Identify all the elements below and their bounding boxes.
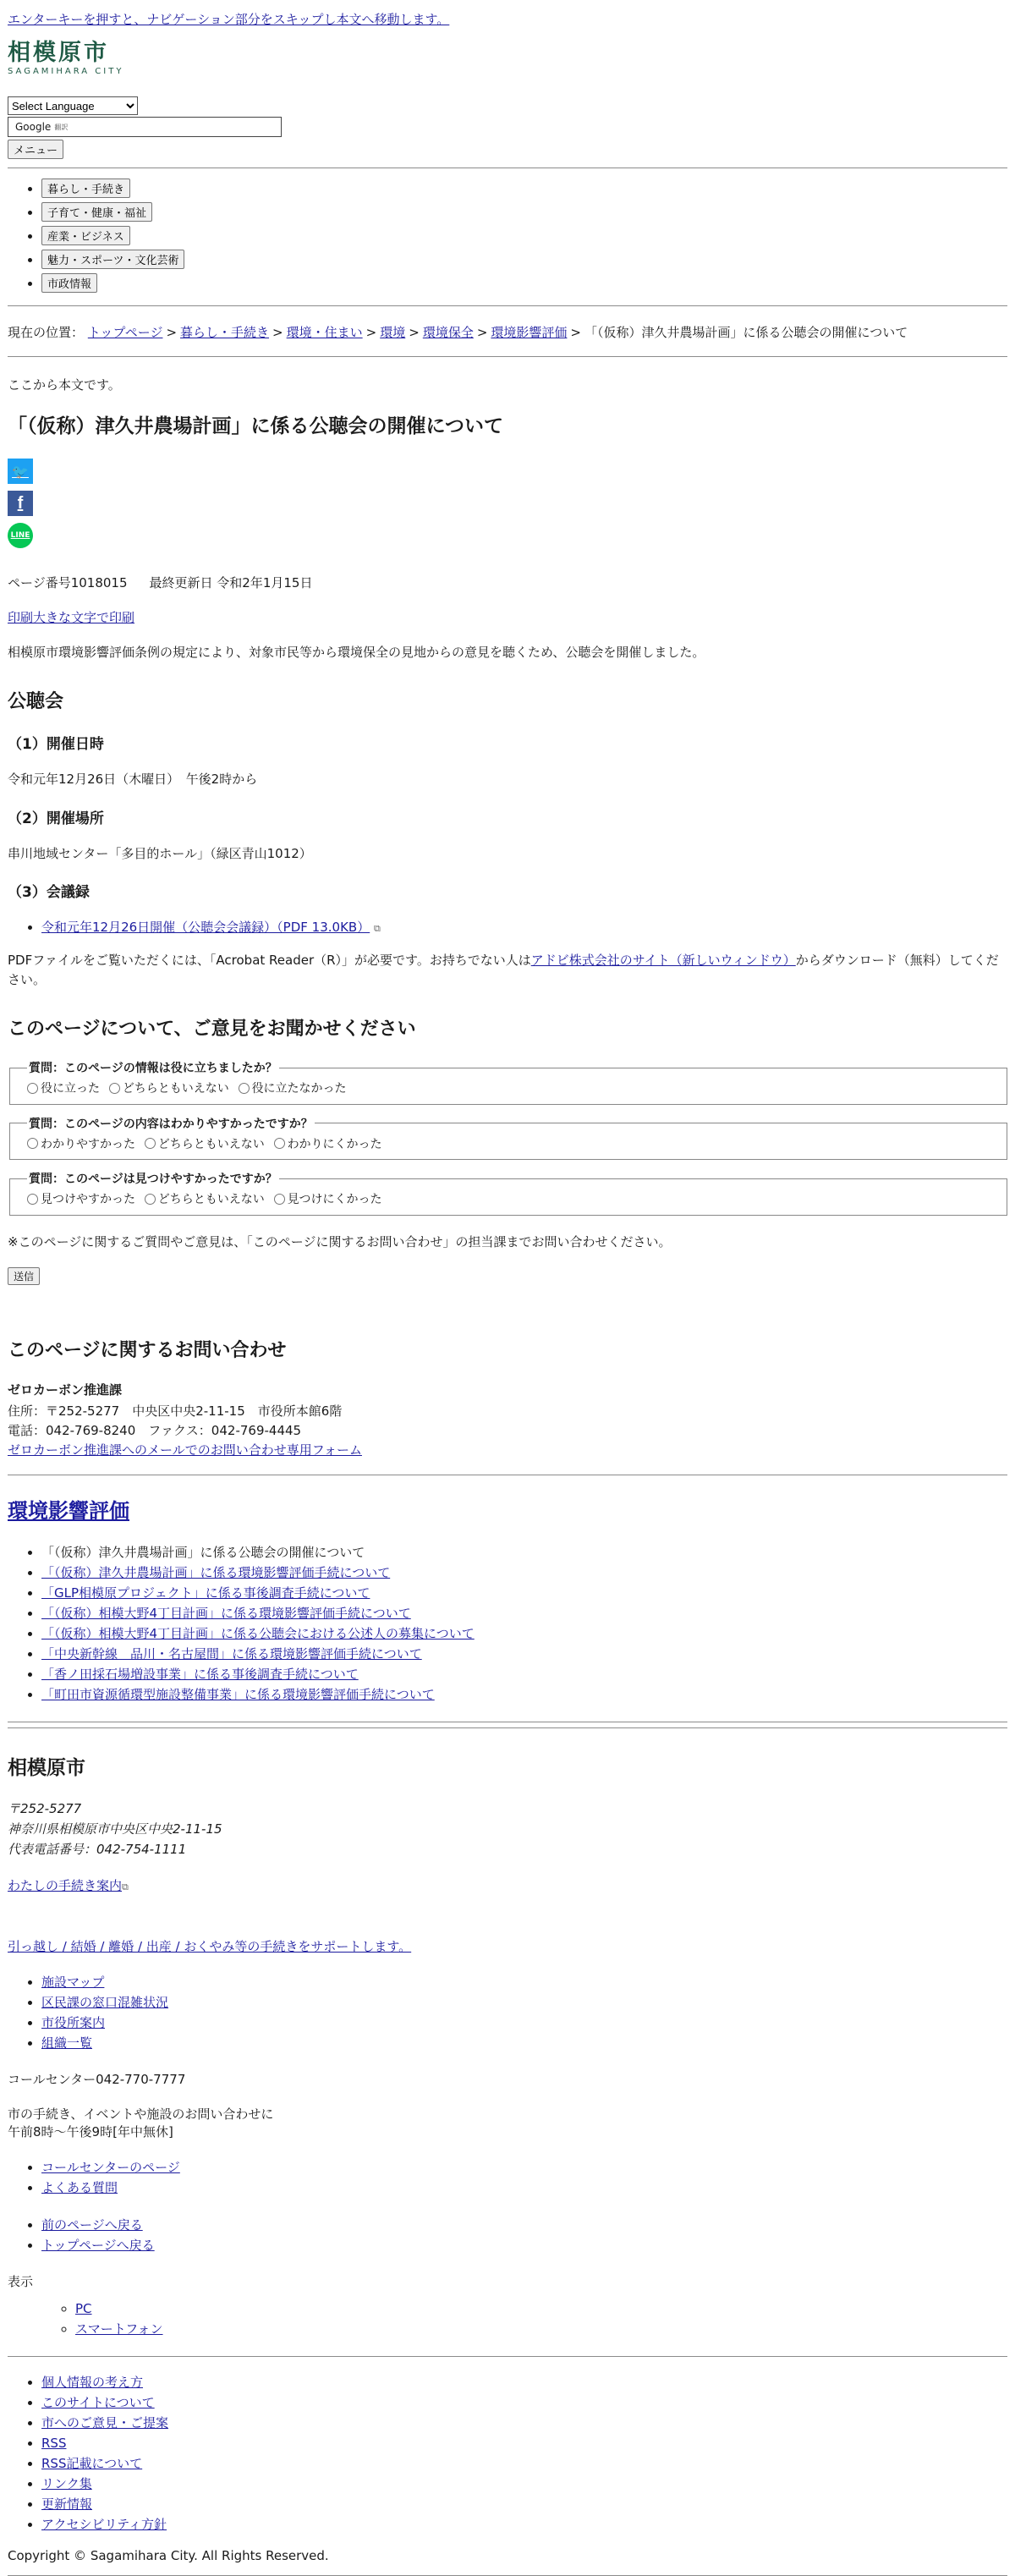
contact-form-link[interactable]: ゼロカーボン推進課へのメールでのお問い合わせ専用フォーム [8,1442,362,1458]
list-item [41,1583,1007,1603]
skip-navigation-link[interactable]: エンターキーを押すと、ナビゲーション部分をスキップし本文へ移動します。 [8,12,450,27]
procedure-guide-link[interactable]: わたしの手続き案内 [8,1877,123,1893]
display-label: 表示 [8,2273,34,2289]
related-pages-list [8,1542,1007,1705]
radio-button[interactable] [145,1194,156,1205]
gnav-button-culture[interactable]: 魅力・スポーツ・文化芸術 [41,250,184,269]
breadcrumb-separator: > [476,325,488,340]
call-center-page-link[interactable]: コールセンターのページ [41,2159,180,2175]
rss-link[interactable]: RSS [41,2435,67,2451]
bottom-links [8,2372,1007,2535]
footer [8,1752,1007,2576]
related-link[interactable]: 「GLP相模原プロジェクト」に係る事後調査手続について [41,1585,370,1601]
privacy-link[interactable]: 個人情報の考え方 [41,2374,144,2390]
breadcrumb-separator: > [272,325,283,340]
list-item [41,2372,1007,2392]
list-item [41,1603,1007,1623]
feedback-survey [8,1014,1007,1310]
footer-city-name: 相模原市 [8,1756,85,1779]
survey-option[interactable] [145,1135,265,1152]
list-item [41,1684,1007,1705]
related-link[interactable]: 「香ノ田採石場増設事業」に係る事後調査手続について [41,1666,359,1682]
call-center-number: コールセンター042-770-7777 [8,2071,186,2087]
list-item [41,2413,1007,2433]
gnav-button-childcare[interactable]: 子育て・健康・福祉 [41,202,152,222]
list-item [41,1644,1007,1664]
footer-address [8,1799,1007,1859]
breadcrumb-separator: > [166,325,178,340]
survey-option[interactable] [27,1190,135,1207]
question-legend: 質問：このページの内容はわかりやすかったですか？ [29,1117,313,1131]
opinion-link[interactable]: 市へのご意見・ご提案 [41,2414,169,2430]
record-heading: （3）会議録 [8,884,90,901]
share-buttons [8,459,1007,548]
section-heading-link[interactable]: 環境影響評価 [8,1498,129,1523]
list-item [41,2392,1007,2413]
gnav-button-cityinfo[interactable]: 市政情報 [41,273,97,293]
top-page-link[interactable]: トップページへ戻る [41,2237,155,2253]
breadcrumb [8,306,1007,356]
breadcrumb-link-living[interactable]: 暮らし・手続き [180,325,270,340]
related-link[interactable]: 「町田市資源循環型施設整備事業」に係る環境影響評価手続について [41,1686,435,1702]
contact-section [8,1336,1007,1461]
survey-option[interactable] [274,1190,382,1207]
radio-button[interactable] [239,1083,250,1094]
breadcrumb-separator: > [570,325,581,340]
divider [8,2356,1007,2357]
display-mode-list [8,2299,1007,2339]
line-icon[interactable]: LINE [8,523,33,548]
city-hall-guide-link[interactable]: 市役所案内 [41,2014,106,2030]
updates-link[interactable]: 更新情報 [41,2496,93,2512]
survey-option[interactable] [239,1079,347,1096]
radio-button[interactable] [274,1194,285,1205]
last-updated: 最終更新日 令和2年1月15日 [149,575,313,590]
question-legend: 質問：このページの情報は役に立ちましたか？ [29,1062,277,1075]
breadcrumb-link-environment-housing[interactable]: 環境・住まい [286,325,363,340]
global-navigation [8,179,1007,293]
list-item: • 「（仮称）津久井農場計画」に係る公聴会の開催について [41,1542,1007,1563]
list-item [41,2178,1007,2198]
survey-option[interactable] [109,1079,229,1096]
gnav-button-business[interactable]: 産業・ビジネス [41,226,130,245]
survey-question-clarity [9,1115,1007,1161]
list-item [41,2494,1007,2514]
list-item [41,1664,1007,1684]
pdf-note-after: からダウンロード（無料）してください。 [8,953,999,987]
links-link[interactable]: リンク集 [41,2475,92,2491]
gnav-item [41,226,1007,245]
rss-about-link[interactable]: RSS記載について [41,2455,143,2471]
pdf-note-before: PDFファイルをご覧いただくには、「Acrobat Reader（R）」が必要です。お持ちでない人は [8,953,531,968]
logo-text-en: SAGAMIHARA CITY [8,67,124,76]
option-label: 役に立たなかった [251,1082,347,1096]
list-item [41,1623,1007,1644]
breadcrumb-current: 「（仮称）津久井農場計画」に係る公聴会の開催について [584,325,908,340]
list-item [41,2453,1007,2474]
call-center-links [8,2157,1007,2198]
radio-button[interactable] [27,1194,38,1205]
survey-option[interactable] [145,1190,265,1207]
list-item [41,2215,1007,2235]
city-logo[interactable] [8,41,1007,76]
option-label: 役に立った [41,1082,100,1096]
external-window-icon: ⧉ [122,1881,129,1892]
call-center-hours: 午前8時～午後9時[年中無休] [8,2123,173,2139]
counter-congestion-link[interactable]: 区民課の窓口混雑状況 [41,1994,169,2010]
question-legend: 質問：このページは見つけやすかったですか？ [29,1173,277,1186]
survey-question-findability [9,1170,1007,1216]
footer-links [8,1972,1007,2053]
breadcrumb-link-environment[interactable]: 環境 [380,325,406,340]
contact-heading: このページに関するお問い合わせ [8,1339,287,1361]
life-events-link[interactable]: 引っ越し / 結婚 / 離婚 / 出産 / おくやみ等の手続きをサポートします。 [8,1939,412,1954]
option-label: どちらともいえない [157,1193,265,1206]
breadcrumb-prefix: 現在の位置： [8,325,85,340]
page-nav-links [8,2215,1007,2255]
divider [8,1727,1007,1728]
page-title: 「（仮称）津久井農場計画」に係る公聴会の開催について [8,415,504,437]
radio-button[interactable] [145,1138,156,1149]
facebook-icon[interactable]: f [8,491,33,516]
option-label: どちらともいえない [157,1137,265,1151]
option-label: 見つけやすかった [41,1193,135,1206]
gnav-item [41,179,1007,198]
list-item [41,2514,1007,2535]
adobe-link[interactable]: アドビ株式会社のサイト（新しいウィンドウ） [530,953,796,968]
contact-phone: 電話：042-769-8240 ファクス：042-769-4445 [8,1423,302,1438]
call-center-text [8,2105,1007,2140]
twitter-icon[interactable]: 🐦 [8,459,33,484]
submit-button[interactable]: 送信 [8,1267,40,1285]
place-text: 串川地域センター「多目的ホール」（緑区青山1012） [8,845,312,861]
language-select[interactable] [8,96,138,115]
google-translate-label: 翻訳 [54,123,69,131]
option-label: どちらともいえない [122,1082,229,1096]
related-link[interactable]: 「（仮称）相模大野4丁目計画」に係る環境影響評価手続について [41,1605,411,1621]
organization-list-link[interactable]: 組織一覧 [41,2035,93,2051]
breadcrumb-separator: > [365,325,377,340]
list-item [41,1563,1007,1583]
related-link[interactable]: 「中央新幹線 品川・名古屋間」に係る環境影響評価手続について [41,1645,422,1661]
google-translate-widget[interactable] [8,117,282,137]
contact-department: ゼロカーボン推進課 [8,1381,123,1398]
list-item [75,2319,1007,2339]
option-label: 見つけにくかった [287,1193,382,1206]
gnav-item [41,273,1007,293]
main-start-marker: ここから本文です。 [8,377,121,393]
radio-button[interactable] [274,1138,285,1149]
page-info [8,574,1007,591]
list-item [41,2433,1007,2453]
gnav-item [41,202,1007,222]
radio-button[interactable] [27,1138,38,1149]
breadcrumb-link-top[interactable]: トップページ [87,325,163,340]
place-heading: （2）開催場所 [8,810,104,827]
accessibility-link[interactable]: アクセシビリティ方針 [41,2516,167,2532]
survey-heading: このページについて、ご意見をお聞かせください [8,1019,416,1040]
call-center-description: 市の手続き、イベントや施設のお問い合わせに [8,2106,274,2122]
contact-address: 住所：〒252-5277 中央区中央2-11-15 市役所本館6階 [8,1403,343,1419]
list-item [41,2033,1007,2053]
list-item [41,2013,1007,2033]
gnav-button-living[interactable]: 暮らし・手続き [41,179,130,198]
list-item [41,2235,1007,2255]
option-label: わかりにくかった [287,1137,382,1151]
related-link[interactable]: 「（仮称）相模大野4丁目計画」に係る公聴会における公述人の募集について [41,1625,475,1641]
external-window-icon: ⧉ [373,923,381,934]
survey-option[interactable] [27,1079,100,1096]
footer-postal: 〒252-5277 [8,1800,82,1816]
hearing-heading: 公聴会 [8,691,64,712]
survey-note: ※このページに関するご質問やご意見は、「このページに関するお問い合わせ」の担当課までお問い合わせください。 [8,1233,672,1250]
faq-link[interactable]: よくある質問 [41,2179,118,2195]
survey-question-usefulness [9,1059,1007,1105]
survey-option[interactable] [27,1135,135,1152]
footer-phone: 代表電話番号：042-754-1111 [8,1841,187,1857]
list-item [41,2474,1007,2494]
survey-option[interactable] [274,1135,382,1152]
related-section [8,1494,1007,1705]
list-item [75,2299,1007,2319]
list-item [41,918,1007,936]
about-site-link[interactable]: このサイトについて [41,2394,155,2410]
facility-map-link[interactable]: 施設マップ [41,1974,105,1990]
list-item [41,1972,1007,1992]
pdf-record-link[interactable]: 令和元年12月26日開催（公聴会会議録）（PDF 13.0KB） [41,920,370,935]
breadcrumb-link-conservation[interactable]: 環境保全 [422,325,474,340]
list-item [41,1992,1007,2013]
pdf-note [8,951,1007,989]
gnav-item [41,250,1007,269]
footer-street: 神奈川県相模原市中央区中央2-11-15 [8,1821,222,1837]
date-text: 令和元年12月26日（木曜日） 午後2時から [8,772,258,787]
related-link[interactable]: 「（仮称）津久井農場計画」に係る環境影響評価手続について [41,1564,391,1580]
pc-view-link[interactable]: PC [75,2300,92,2316]
page-number: ページ番号1018015 [8,575,128,590]
file-list [8,918,1007,936]
back-link[interactable]: 前のページへ戻る [41,2216,143,2233]
logo-text-jp: 相模原市 [8,40,109,66]
breadcrumb-link-assessment[interactable]: 環境影響評価 [491,325,568,340]
option-label: わかりやすかった [41,1137,135,1151]
divider [8,356,1007,357]
intro-text: 相模原市環境影響評価条例の規定により、対象市民等から環境保全の見地からの意見を聴くため、公聴会を開催しました。 [8,644,705,660]
date-heading: （1）開催日時 [8,736,104,753]
google-label: Google [15,121,52,133]
radio-button[interactable] [109,1083,120,1094]
divider [8,2575,1007,2576]
copyright: Copyright © Sagamihara City. All Rights Reserved. [8,2547,329,2563]
list-item [41,2157,211,2178]
smartphone-view-link[interactable]: スマートフォン [75,2321,163,2337]
breadcrumb-separator: > [409,325,420,340]
print-link[interactable]: 印刷大きな文字で印刷 [8,610,135,625]
radio-button[interactable] [27,1083,38,1094]
menu-button[interactable]: メニュー [8,140,63,159]
